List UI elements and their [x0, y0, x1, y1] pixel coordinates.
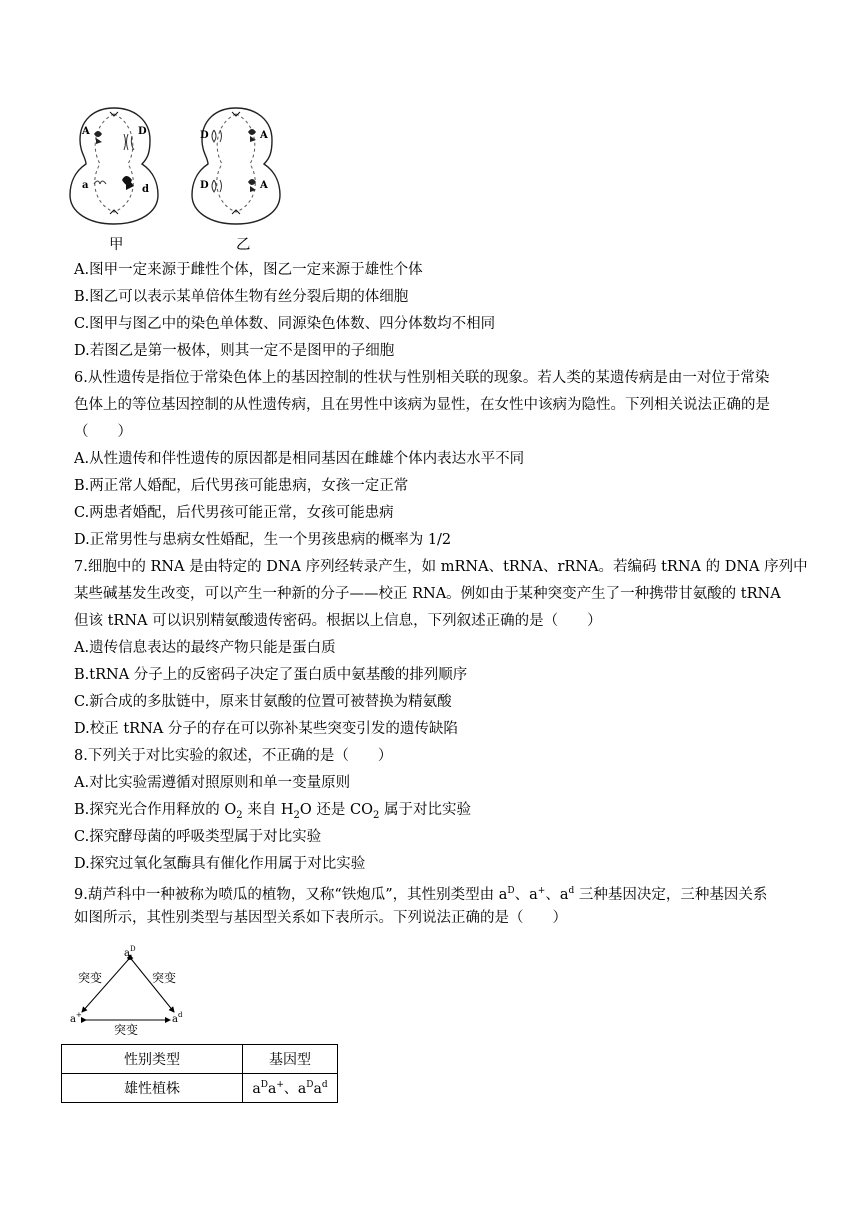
node-aD: $a^D$: [124, 945, 136, 959]
cell-yi: [192, 108, 280, 224]
q6-stem-1: 6.从性遗传是指位于常染色体上的基因控制的性状与性别相关联的现象。若人类的某遗传病是由一对位于常染: [74, 370, 770, 386]
label-yi-D2: D: [200, 180, 209, 191]
q6-option-b: B.两正常人婚配，后代男孩可能患病，女孩一定正常: [74, 478, 409, 494]
label-jia-a: a: [82, 180, 89, 191]
edge-label-right: 突变: [152, 971, 177, 985]
header-sex-type: 性别类型: [62, 1045, 243, 1074]
label-yi-A1: A: [260, 130, 268, 141]
q8-option-a: A.对比实验需遵循对照原则和单一变量原则: [74, 775, 351, 791]
q8-option-b: B.探究光合作用释放的 $O_2$ 来自 $H_2O$ 还是 $CO_2$ 属于对比实验: [74, 802, 471, 821]
node-ad: $a^d$: [172, 1011, 183, 1025]
q5-option-b: B.图乙可以表示某单倍体生物有丝分裂后期的体细胞: [74, 289, 409, 305]
label-yi-A2: A: [260, 180, 268, 191]
cell-figure: [66, 100, 296, 230]
genotype-table: [61, 1044, 338, 1103]
q7-option-d: D.校正 tRNA 分子的存在可以弥补某些突变引发的遗传缺陷: [74, 721, 458, 737]
gene-relation-diagram: [66, 940, 196, 1035]
q5-option-a: A.图甲一定来源于雌性个体，图乙一定来源于雄性个体: [74, 262, 423, 278]
q7-stem-1: 7.细胞中的 RNA 是由特定的 DNA 序列经转录产生，如 mRNA、tRNA、rRNA。若编码 tRNA 的 DNA 序列中: [74, 559, 808, 575]
caption-jia: 甲: [109, 237, 124, 253]
q8-option-d: D.探究过氧化氢酶具有催化作用属于对比实验: [74, 856, 366, 872]
table-row: [62, 1074, 338, 1103]
q6-stem-3: （ ）: [74, 424, 132, 440]
q6-stem-2: 色体上的等位基因控制的从性遗传病，且在男性中该病为显性，在女性中该病为隐性。下列相关说法正确的是: [74, 397, 770, 413]
q6-option-d: D.正常男性与患病女性婚配，生一个男孩患病的概率为 1/2: [74, 532, 452, 548]
q5-option-d: D.若图乙是第一极体，则其一定不是图甲的子细胞: [74, 343, 395, 359]
node-a-plus: a+: [70, 1011, 82, 1025]
q5-option-c: C.图甲与图乙中的染色单体数、同源染色体数、四分体数均不相同: [74, 316, 496, 332]
q8-option-c: C.探究酵母菌的呼吸类型属于对比实验: [74, 829, 322, 845]
label-jia-A: A: [82, 126, 90, 137]
q7-stem-2: 某些碱基发生改变，可以产生一种新的分子——校正 RNA。例如由于某种突变产生了一种携带甘氨酸的 tRNA: [74, 586, 781, 602]
q7-option-a: A.遗传信息表达的最终产物只能是蛋白质: [74, 640, 336, 656]
q7-option-c: C.新合成的多肽链中，原来甘氨酸的位置可被替换为精氨酸: [74, 694, 452, 710]
q7-option-b: B.tRNA 分子上的反密码子决定了蛋白质中氨基酸的排列顺序: [74, 667, 468, 683]
q7-stem-3: 但该 tRNA 可以识别精氨酸遗传密码。根据以上信息，下列叙述正确的是（ ）: [74, 613, 602, 629]
q9-stem-2: 如图所示，其性别类型与基因型关系如下表所示。下列说法正确的是（ ）: [74, 910, 567, 926]
label-jia-D: D: [138, 126, 147, 137]
cell-jia: [70, 108, 158, 224]
q9-stem-1: 9.葫芦科中一种被称为喷瓜的植物，又称“铁炮瓜”，其性别类型由 $a^D$、a+、$a^d$ 三种基因决定，三种基因关系: [74, 886, 768, 903]
table-row: [62, 1045, 338, 1074]
header-genotype: 基因型: [243, 1045, 338, 1074]
edge-label-bottom: 突变: [114, 1023, 139, 1035]
q6-option-c: C.两患者婚配，后代男孩可能正常，女孩可能患病: [74, 505, 394, 521]
caption-yi: 乙: [236, 237, 251, 253]
label-yi-D1: D: [200, 130, 209, 141]
q8-stem: 8.下列关于对比实验的叙述，不正确的是（ ）: [74, 748, 393, 764]
label-jia-d: d: [142, 184, 149, 195]
edge-label-left: 突变: [78, 971, 103, 985]
cell-male-genotype: $a^Da^+$、$a^Da^d$: [243, 1074, 338, 1103]
cell-male-plant: 雄性植株: [62, 1074, 243, 1103]
q6-option-a: A.从性遗传和伴性遗传的原因都是相同基因在雌雄个体内表达水平不同: [74, 451, 525, 467]
